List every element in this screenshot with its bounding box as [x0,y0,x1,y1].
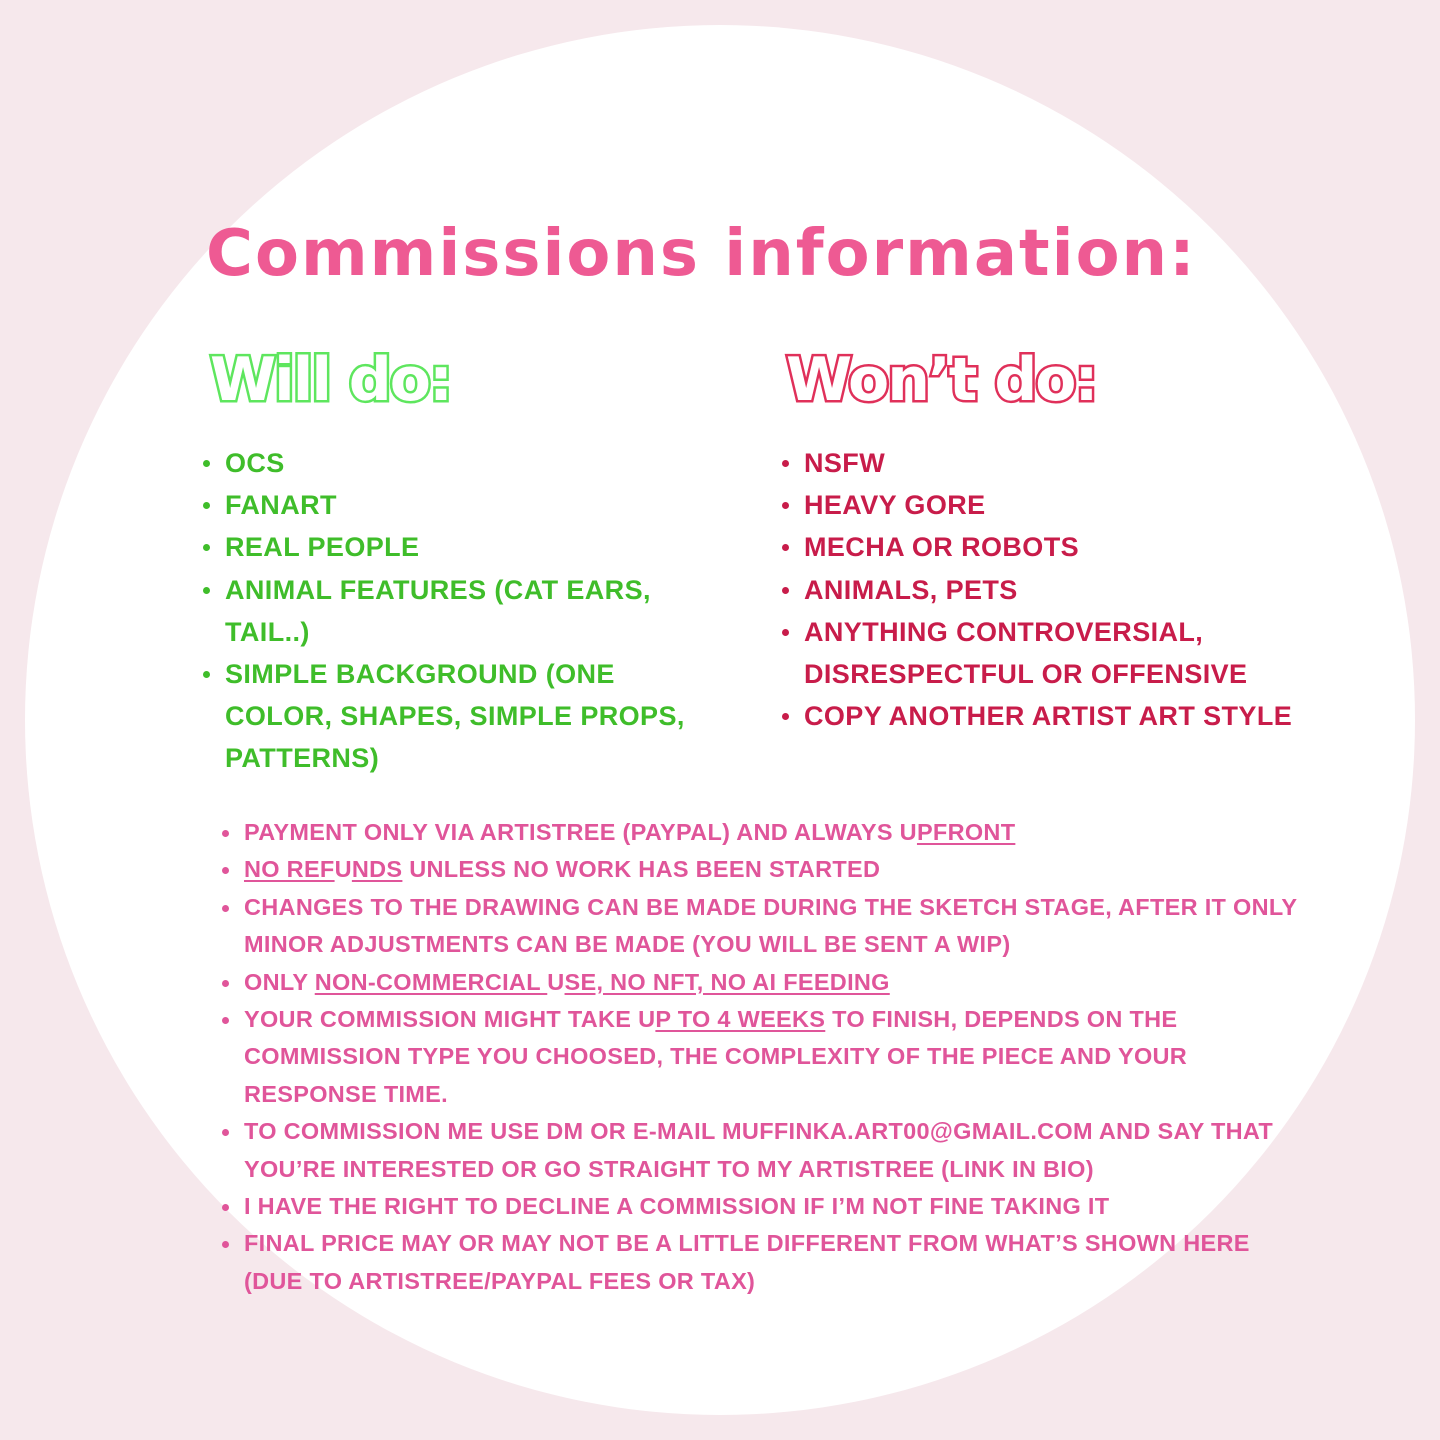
rule-refunds-underlined-2: NDS [351,856,403,883]
rule-usage [222,964,1312,1001]
rule-changes: CHANGES TO THE DRAWING CAN BE MADE DURING THE SKETCH STAGE, AFTER IT ONLY MINOR ADJUSTMENTS CAN BE MADE (YOU WILL BE SENT A WIP) [222,889,1312,964]
rule-usage-underlined-2: SE, NO NFT, NO AI FEEDING [564,968,890,995]
rule-payment-underlined: PFRONT [916,819,1016,845]
wont-do-heading: Won’t do: [786,345,1097,415]
rule-refunds-text-1: U [334,856,352,883]
rule-payment [222,814,1312,851]
wont-do-item: NSFW [782,442,1342,484]
rule-refunds-text-2: UNLESS NO WORK HAS BEEN STARTED [402,856,881,883]
page-title: Commissions information: [206,217,1197,291]
wont-do-item: COPY ANOTHER ARTIST ART STYLE [782,695,1342,737]
wont-do-item: MECHA OR ROBOTS [782,526,1342,568]
rule-contact: TO COMMISSION ME USE DM OR E-MAIL MUFFINKA.ART00@GMAIL.COM AND SAY THAT YOU’RE INTERESTED OR GO STRAIGHT TO MY ARTISTREE (LINK IN BIO) [222,1113,1312,1188]
will-do-item: ANIMAL FEATURES (CAT EARS, TAIL..) [203,569,655,653]
rule-duration-text-2: TO FINISH, DEPENDS ON THE COMMISSION TYPE YOU CHOOSED, THE COMPLEXITY OF THE PIECE AND YOUR RESPONSE TIME. [244,1006,1188,1107]
rule-payment-text: PAYMENT ONLY VIA ARTISTREE (PAYPAL) AND ALWAYS U [244,819,917,845]
wont-do-item: ANIMALS, PETS [782,569,1342,611]
rule-usage-text: ONLY [244,968,315,995]
rule-usage-text-2: U [547,968,565,995]
will-do-heading: Will do: [210,345,451,415]
rule-refunds [222,851,1312,888]
rule-duration-underlined: P TO 4 WEEKS [655,1006,826,1033]
will-do-item: OCS [203,442,703,484]
will-do-item: SIMPLE BACKGROUND (ONE COLOR, SHAPES, SIMPLE PROPS, PATTERNS) [203,653,705,780]
rule-usage-underlined-1: NON-COMMERCIAL [314,968,548,995]
will-do-list [203,442,703,780]
rule-decline: I HAVE THE RIGHT TO DECLINE A COMMISSION IF I’M NOT FINE TAKING IT [222,1188,1312,1225]
rule-duration-text: YOUR COMMISSION MIGHT TAKE U [244,1006,656,1033]
wont-do-item: ANYTHING CONTROVERSIAL, DISRESPECTFUL OR OFFENSIVE [782,611,1254,695]
will-do-item: FANART [203,484,703,526]
wont-do-item: HEAVY GORE [782,484,1342,526]
wont-do-list [782,442,1342,737]
rule-price: FINAL PRICE MAY OR MAY NOT BE A LITTLE DIFFERENT FROM WHAT’S SHOWN HERE (DUE TO ARTISTREE/PAYPAL FEES OR TAX) [222,1225,1312,1300]
rule-refunds-underlined-1: NO REF [244,856,335,883]
rule-duration [222,1001,1312,1113]
rules-list [222,814,1312,1300]
will-do-item: REAL PEOPLE [203,526,703,568]
